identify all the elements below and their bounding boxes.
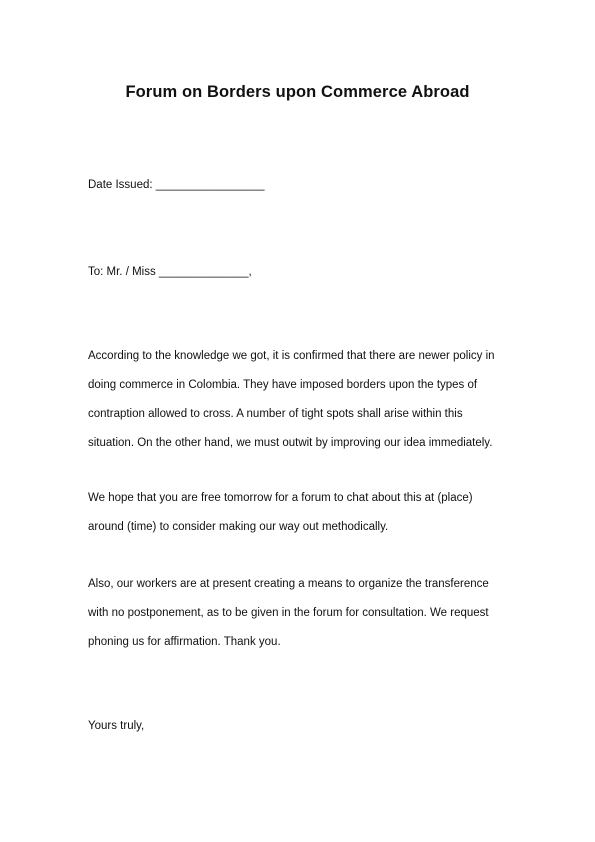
document-title: Forum on Borders upon Commerce Abroad	[125, 83, 470, 101]
paragraph-workers	[88, 570, 518, 657]
paragraph-line: with no postponement, as to be given in the forum for consultation. We request	[88, 607, 489, 619]
paragraph-forum-invite	[88, 484, 518, 542]
date-issued-line: Date Issued: _________________	[88, 179, 265, 191]
paragraph-line: contraption allowed to cross. A number of tight spots shall arise within this	[88, 408, 463, 420]
closing-line: Yours truly,	[88, 720, 145, 732]
paragraph-policy	[88, 342, 518, 458]
paragraph-line: around (time) to consider making our way out methodically.	[88, 521, 389, 533]
paragraph-line: doing commerce in Colombia. They have imposed borders upon the types of	[88, 379, 478, 391]
paragraph-line: We hope that you are free tomorrow for a forum to chat about this at (place)	[88, 492, 473, 504]
paragraph-line: situation. On the other hand, we must outwit by improving our idea immediately.	[88, 437, 493, 449]
paragraph-line: According to the knowledge we got, it is confirmed that there are newer policy in	[88, 350, 495, 362]
paragraph-line: phoning us for affirmation. Thank you.	[88, 636, 281, 648]
paragraph-line: Also, our workers are at present creating a means to organize the transference	[88, 578, 489, 590]
recipient-line: To: Mr. / Miss ______________,	[88, 266, 252, 278]
